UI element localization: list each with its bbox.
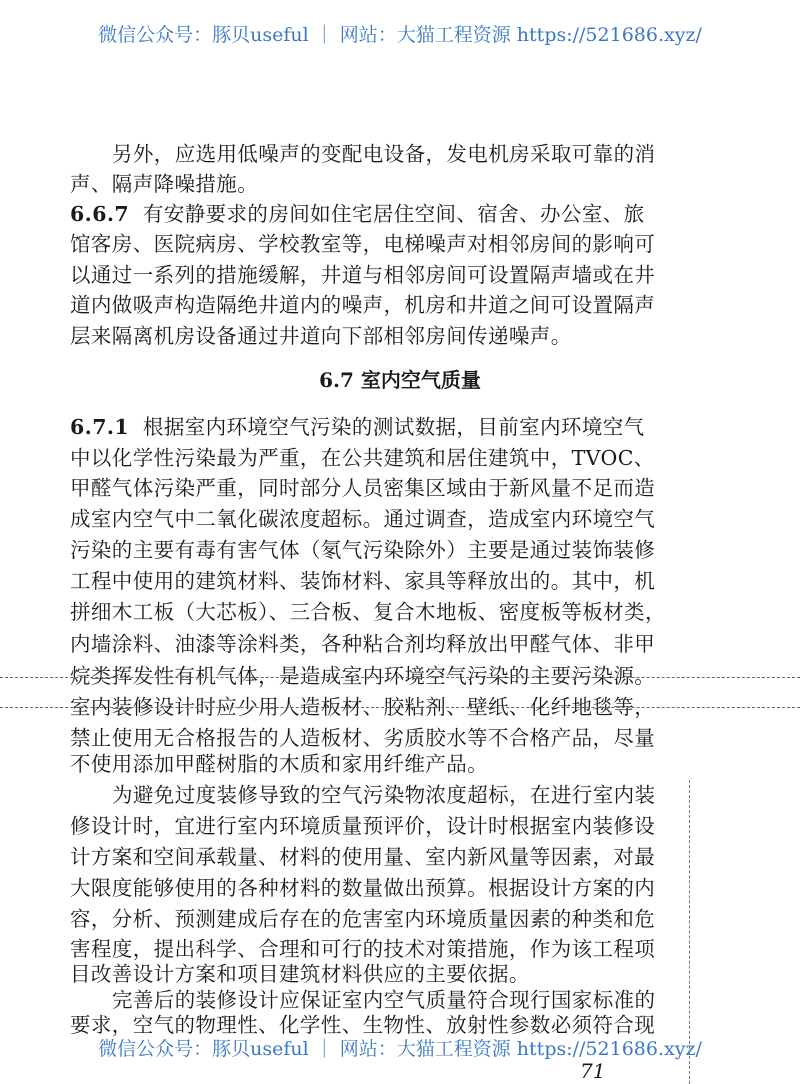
text-line: 甲醛气体污染严重，同时部分人员密集区域由于新风量不足而造 <box>70 476 656 500</box>
watermark-footer: 微信公众号：豚贝useful ｜ 网站：大猫工程资源 https://521686.xyz/ <box>98 1038 702 1060</box>
clause-6-7-1 <box>70 416 645 439</box>
text-line: 馆客房、医院病房、学校教室等，电梯噪声对相邻房间的影响可 <box>70 232 656 256</box>
text-line: 容，分析、预测建成后存在的危害室内环境质量因素的种类和危 <box>70 907 656 931</box>
page-number: 71 <box>580 1059 606 1083</box>
text-line: 禁止使用无合格报告的人造板材、劣质胶水等不合格产品，尽量 <box>70 726 656 750</box>
text-line: 室内装修设计时应少用人造板材、胶粘剂、壁纸、化纤地毯等， <box>70 695 656 719</box>
text-line: 完善后的装修设计应保证室内空气质量符合现行国家标准的 <box>112 988 656 1012</box>
clause-number: 6.7.1 <box>70 415 130 439</box>
text-line: 声、隔声降噪措施。 <box>70 172 259 196</box>
text-line: 有安静要求的房间如住宅居住空间、宿舍、办公室、旅 <box>142 202 645 226</box>
clause-6-6-7 <box>70 203 645 226</box>
text-line: 拼细木工板（大芯板）、三合板、复合木地板、密度板等板材类， <box>70 600 666 624</box>
scan-edge-line <box>689 780 690 1084</box>
text-line: 为避免过度装修导致的空气污染物浓度超标，在进行室内装 <box>112 783 656 807</box>
watermark-header: 微信公众号：豚贝useful ｜ 网站：大猫工程资源 https://521686.xyz/ <box>98 24 702 46</box>
text-line: 另外，应选用低噪声的变配电设备，发电机房采取可靠的消 <box>112 142 656 166</box>
clause-number: 6.6.7 <box>70 202 130 226</box>
text-line: 大限度能够使用的各种材料的数量做出预算。根据设计方案的内 <box>70 876 656 900</box>
text-line: 以通过一系列的措施缓解，井道与相邻房间可设置隔声墙或在井 <box>70 263 656 287</box>
text-line: 污染的主要有毒有害气体（氡气污染除外）主要是通过装饰装修 <box>70 538 656 562</box>
section-heading: 6.7 室内空气质量 <box>319 368 481 392</box>
text-line: 层来隔离机房设备通过井道向下部相邻房间传递噪声。 <box>70 324 572 348</box>
text-line: 修设计时，宜进行室内环境质量预评价，设计时根据室内装修设 <box>70 814 656 838</box>
text-line: 要求，空气的物理性、化学性、生物性、放射性参数必须符合现 <box>70 1013 656 1037</box>
text-line: 计方案和空间承载量、材料的使用量、室内新风量等因素，对最 <box>70 845 656 869</box>
text-line: 工程中使用的建筑材料、装饰材料、家具等释放出的。其中，机 <box>70 569 656 593</box>
text-line: 烷类挥发性有机气体，是造成室内环境空气污染的主要污染源。 <box>70 664 656 688</box>
text-line: 成室内空气中二氧化碳浓度超标。通过调查，造成室内环境空气 <box>70 507 656 531</box>
text-line: 害程度，提出科学、合理和可行的技术对策措施，作为该工程项 <box>70 937 656 961</box>
scan-artifact-line <box>0 707 800 708</box>
text-line: 目改善设计方案和项目建筑材料供应的主要依据。 <box>70 962 530 986</box>
text-line: 不使用添加甲醛树脂的木质和家用纤维产品。 <box>70 752 488 776</box>
text-line: 根据室内环境空气污染的测试数据，目前室内环境空气 <box>142 415 645 439</box>
text-line: 内墙涂料、油漆等涂料类，各种粘合剂均释放出甲醛气体、非甲 <box>70 632 656 656</box>
text-line: 中以化学性污染最为严重，在公共建筑和居住建筑中，TVOC、 <box>70 446 655 470</box>
scan-artifact-line <box>0 677 800 678</box>
text-line: 道内做吸声构造隔绝井道内的噪声，机房和井道之间可设置隔声 <box>70 293 656 317</box>
